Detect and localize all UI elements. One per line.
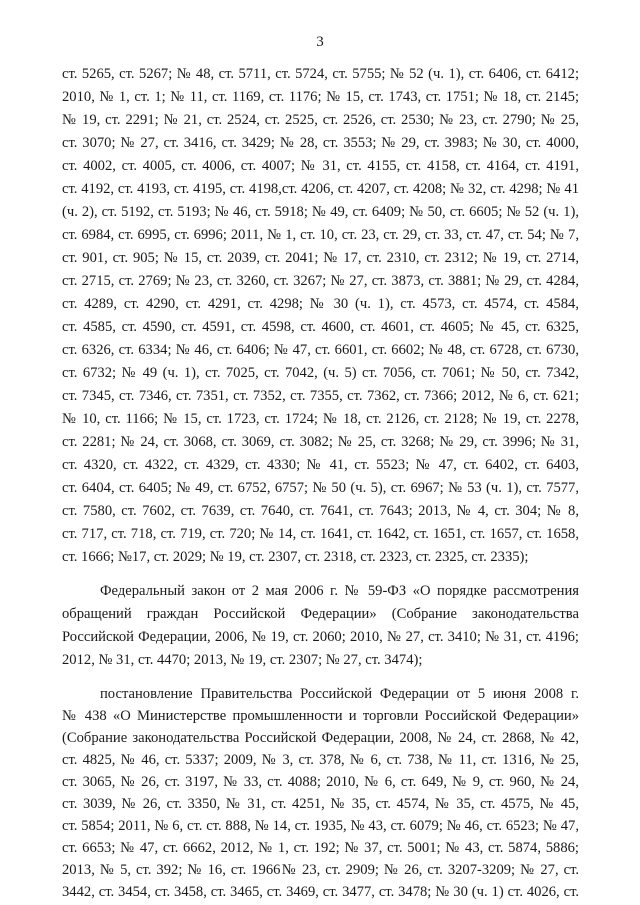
text-line: ст. 3039, № 26, ст. 3350, № 31, ст. 4251, № 35, ст. 4574, № 35, ст. 4575, № 45,	[62, 796, 579, 812]
text-line: ст. 6404, ст. 6405; № 49, ст. 6752, 6757; № 50 (ч. 5), ст. 6967; № 53 (ч. 1), ст. 7577,	[62, 480, 579, 496]
text-line: ст. 2715, ст. 2769; № 23, ст. 3260, ст. 3267; № 27, ст. 3873, ст. 3881; № 29, ст. 4284,	[62, 273, 579, 289]
text-line: ст. 6732; № 49 (ч. 1), ст. 7025, ст. 7042, (ч. 5) ст. 7056, ст. 7061; № 50, ст. 7342,	[62, 365, 579, 381]
text-line: ст. 3065, № 26, ст. 3197, № 33, ст. 4088; 2010, № 6, ст. 649, № 9, ст. 960, № 24,	[62, 774, 579, 790]
text-line: ст. 5854; 2011, № 6, ст. ст. 888, № 14, ст. 1935, № 43, ст. 6079; № 46, ст. 6523; № 47,	[62, 818, 579, 834]
text-line: ст. 6984, ст. 6995, ст. 6996; 2011, № 1, ст. 10, ст. 23, ст. 29, ст. 33, ст. 47, ст. 54; № 7,	[62, 227, 579, 243]
text-line: № 438 «О Министерстве промышленности и торговли Российской Федерации»	[62, 708, 579, 724]
text-line: Российской Федерации, 2006, № 19, ст. 2060; 2010, № 27, ст. 3410; № 31, ст. 4196;	[62, 629, 579, 645]
text-line: (Собрание законодательства Российской Федерации, 2008, № 24, ст. 2868, № 42,	[62, 730, 579, 746]
text-line: № 10, ст. 1166; № 15, ст. 1723, ст. 1724; № 18, ст. 2126, ст. 2128; № 19, ст. 2278,	[62, 411, 579, 427]
text-line: обращений граждан Российской Федерации» (Собрание законодательства	[62, 606, 579, 622]
text-line: ст. 4585, ст. 4590, ст. 4591, ст. 4598, ст. 4600, ст. 4601, ст. 4605; № 45, ст. 6325,	[62, 319, 579, 335]
text-line: ст. 4289, ст. 4290, ст. 4291, ст. 4298; № 30 (ч. 1), ст. 4573, ст. 4574, ст. 4584,	[62, 296, 579, 312]
text-line: 3442, ст. 3454, ст. 3458, ст. 3465, ст. 3469, ст. 3477, ст. 3478; № 30 (ч. 1) ст. 4026, ст.	[62, 884, 579, 900]
text-line: № 19, ст. 2291; № 21, ст. 2524, ст. 2525, ст. 2526, ст. 2530; № 23, ст. 2790; № 25,	[62, 112, 579, 128]
text-line: ст. 4320, ст. 4322, ст. 4329, ст. 4330; № 41, ст. 5523; № 47, ст. 6402, ст. 6403,	[62, 457, 579, 473]
text-line: ст. 7345, ст. 7346, ст. 7351, ст. 7352, ст. 7355, ст. 7362, ст. 7366; 2012, № 6, ст. 621;	[62, 388, 579, 404]
text-line: ст. 2281; № 24, ст. 3068, ст. 3069, ст. 3082; № 25, ст. 3268; № 29, ст. 3996; № 31,	[62, 434, 579, 450]
text-line: ст. 901, ст. 905; № 15, ст. 2039, ст. 2041; № 17, ст. 2310, ст. 2312; № 19, ст. 2714,	[62, 250, 579, 266]
text-line: постановление Правительства Российской Федерации от 5 июня 2008 г.	[100, 686, 579, 702]
text-line: ст. 3070; № 27, ст. 3416, ст. 3429; № 28, ст. 3553; № 29, ст. 3983; № 30, ст. 4000,	[62, 135, 579, 151]
text-line: ст. 4002, ст. 4005, ст. 4006, ст. 4007; № 31, ст. 4155, ст. 4158, ст. 4164, ст. 4191,	[62, 158, 579, 174]
text-line: Федеральный закон от 2 мая 2006 г. № 59-ФЗ «О порядке рассмотрения	[100, 583, 579, 599]
text-line: 2012, № 31, ст. 4470; 2013, № 19, ст. 2307; № 27, ст. 3474);	[62, 652, 423, 668]
text-line: (ч. 2), ст. 5192, ст. 5193; № 46, ст. 5918; № 49, ст. 6409; № 50, ст. 6605; № 52 (ч. 1),	[62, 204, 579, 220]
text-line: 2013, № 5, ст. 392; № 16, ст. 1966№ 23, ст. 2909; № 26, ст. 3207-3209; № 27, ст.	[62, 862, 579, 878]
page-number: 3	[316, 34, 324, 50]
text-line: ст. 6326, ст. 6334; № 46, ст. 6406; № 47, ст. 6601, ст. 6602; № 48, ст. 6728, ст. 6730,	[62, 342, 579, 358]
text-line: ст. 5265, ст. 5267; № 48, ст. 5711, ст. 5724, ст. 5755; № 52 (ч. 1), ст. 6406, ст. 6412;	[62, 66, 579, 82]
text-line: ст. 7580, ст. 7602, ст. 7639, ст. 7640, ст. 7641, ст. 7643; 2013, № 4, ст. 304; № 8,	[62, 503, 579, 519]
text-line: 2010, № 1, ст. 1; № 11, ст. 1169, ст. 1176; № 15, ст. 1743, ст. 1751; № 18, ст. 2145;	[62, 89, 579, 105]
text-line: ст. 4825, № 46, ст. 5337; 2009, № 3, ст. 378, № 6, ст. 738, № 11, ст. 1316, № 25,	[62, 752, 579, 768]
text-line: ст. 717, ст. 718, ст. 719, ст. 720; № 14, ст. 1641, ст. 1642, ст. 1651, ст. 1657, ст. 1658,	[62, 526, 579, 542]
text-line: ст. 6653; № 47, ст. 6662, 2012, № 1, ст. 192; № 37, ст. 5001; № 43, ст. 5874, 5886;	[62, 840, 579, 856]
text-line: ст. 4192, ст. 4193, ст. 4195, ст. 4198,ст. 4206, ст. 4207, ст. 4208; № 32, ст. 4298; № 41	[62, 181, 579, 197]
text-line: ст. 1666; №17, ст. 2029; № 19, ст. 2307, ст. 2318, ст. 2323, ст. 2325, ст. 2335);	[62, 549, 529, 565]
